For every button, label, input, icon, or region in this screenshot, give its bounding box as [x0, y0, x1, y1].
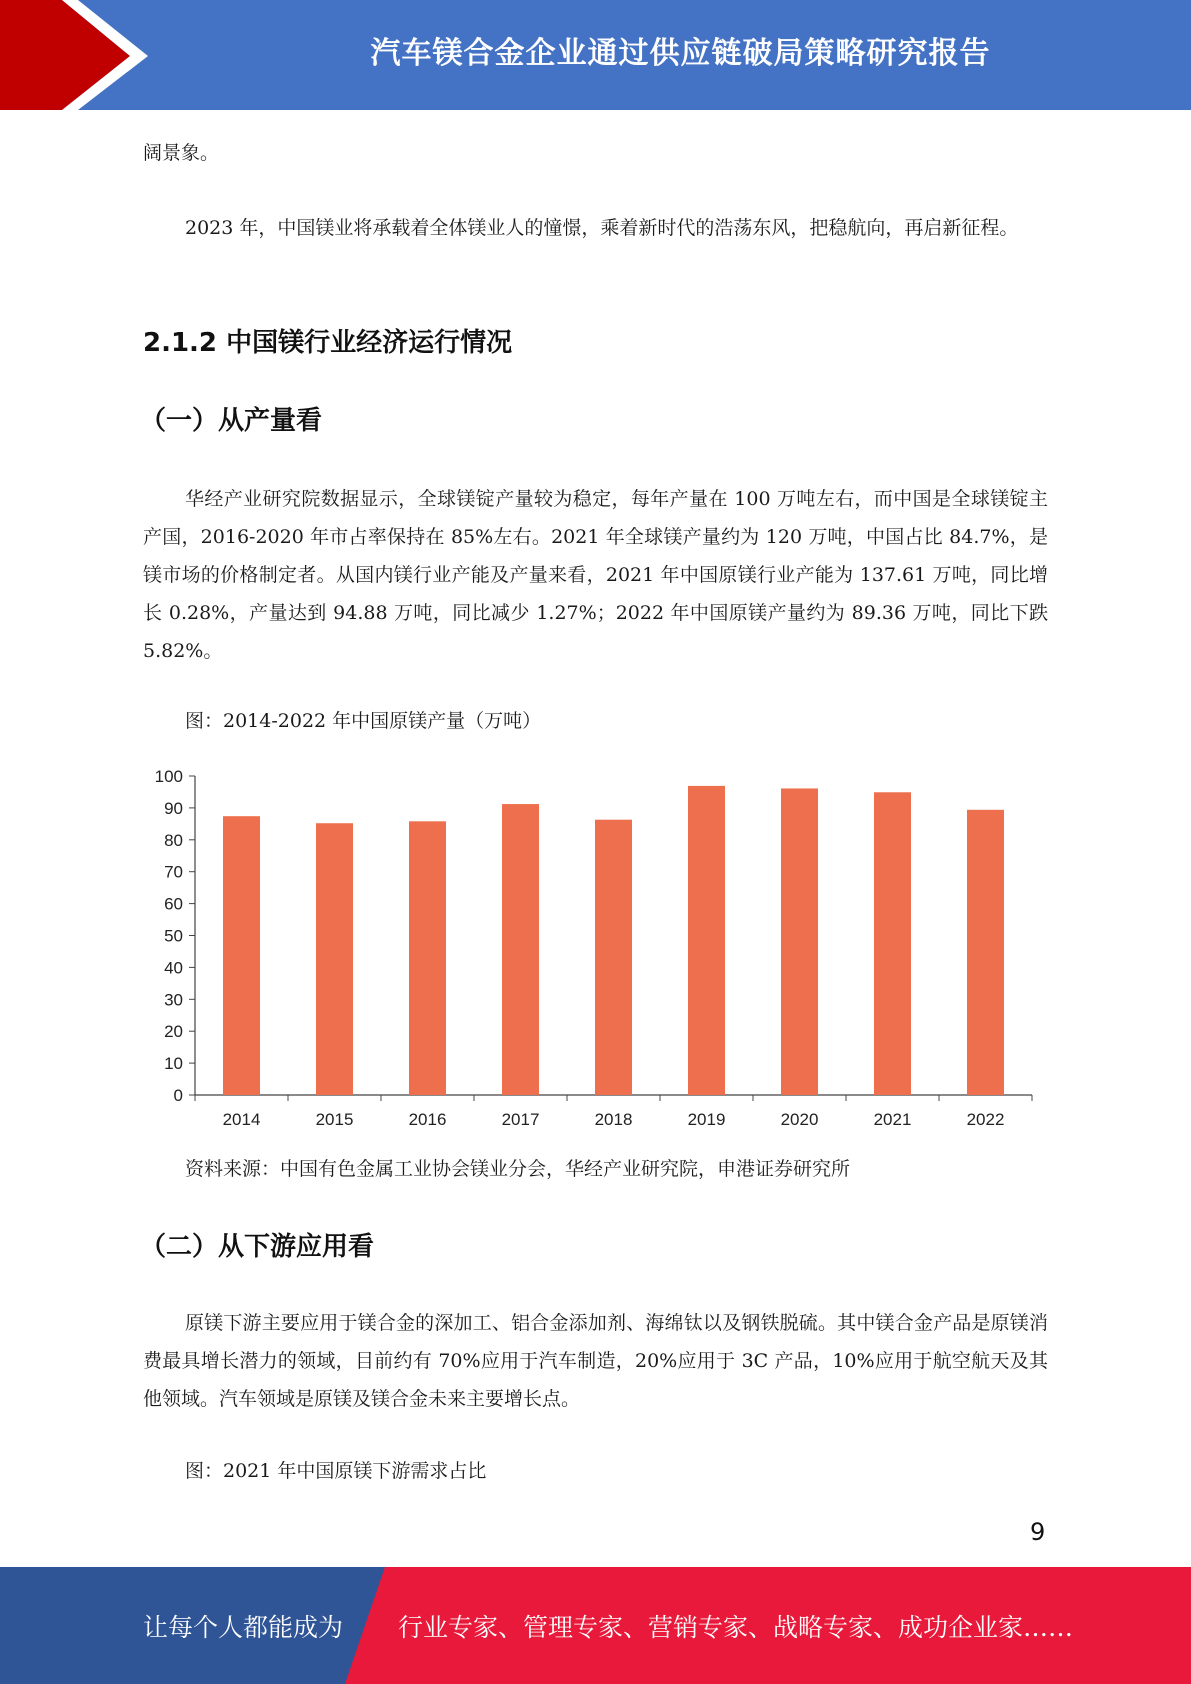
chart2-caption: 图：2021 年中国原镁下游需求占比 — [185, 1460, 487, 1482]
bar-2022 — [967, 810, 1004, 1095]
bar-2014 — [223, 816, 260, 1095]
bar-2015 — [316, 823, 353, 1095]
footer-slogan-right: 行业专家、管理专家、营销专家、战略专家、成功企业家…… — [398, 1612, 1074, 1642]
y-tick-label: 70 — [164, 862, 183, 882]
x-tick-label: 2018 — [594, 1110, 633, 1129]
x-tick-label: 2020 — [780, 1110, 819, 1129]
x-tick-label: 2015 — [315, 1110, 354, 1129]
y-tick-label: 50 — [164, 926, 183, 946]
bar-2016 — [409, 821, 446, 1095]
bar-2018 — [595, 820, 632, 1095]
bar-2019 — [688, 786, 725, 1095]
paragraph-production: 华经产业研究院数据显示，全球镁锭产量较为稳定，每年产量在 100 万吨左右，而中国是全球镁锭主产国，2016-2020 年市占率保持在 85%左右。2021 年全球镁产量约为 120 万吨，中国占比 84.7%，是镁市场的价格制定者。从国内镁行业产能及产量来看，2021 年中国原镁行业产能为 137.61 万吨，同比增长 0.28%，产量达到 94.88 万吨，同比减少 1.27%；2022 年中国原镁产量约为 89.36 万吨，同比下跌 5.82%。 — [143, 488, 1048, 662]
y-tick-label: 100 — [154, 767, 183, 786]
y-tick-label: 80 — [164, 830, 183, 850]
x-tick-label: 2019 — [687, 1110, 726, 1129]
y-tick-label: 40 — [164, 958, 183, 978]
y-tick-label: 30 — [164, 990, 183, 1010]
report-title: 汽车镁合金企业通过供应链破局策略研究报告 — [370, 36, 991, 71]
section-heading: 2.1.2 中国镁行业经济运行情况 — [143, 328, 513, 358]
header-arrow-decoration — [0, 0, 160, 110]
y-tick-label: 20 — [164, 1022, 183, 1042]
y-tick-label: 10 — [164, 1054, 183, 1074]
page-number: 9 — [1030, 1518, 1046, 1546]
sub-heading-production: （一）从产量看 — [140, 406, 323, 436]
y-tick-label: 90 — [164, 798, 183, 818]
page-header — [0, 0, 1191, 110]
x-tick-label: 2021 — [873, 1110, 912, 1129]
bar-2021 — [874, 792, 911, 1095]
x-tick-label: 2017 — [501, 1110, 540, 1129]
sub-heading-downstream: （二）从下游应用看 — [140, 1232, 375, 1262]
paragraph-downstream: 原镁下游主要应用于镁合金的深加工、铝合金添加剂、海绵钛以及钢铁脱硫。其中镁合金产品是原镁消费最具增长潜力的领域，目前约有 70%应用于汽车制造，20%应用于 3C 产品，10%应用于航空航天及其他领域。汽车领域是原镁及镁合金未来主要增长点。 — [143, 1312, 1048, 1410]
bar-2017 — [502, 804, 539, 1095]
y-tick-label: 60 — [164, 894, 183, 914]
paragraph-2023: 2023 年，中国镁业将承载着全体镁业人的憧憬，乘着新时代的浩荡东风，把稳航向，再启新征程。 — [185, 217, 1019, 239]
y-tick-label: 0 — [173, 1086, 183, 1105]
footer-slogan-left: 让每个人都能成为 — [143, 1612, 344, 1642]
chart-caption: 图：2014-2022 年中国原镁产量（万吨） — [185, 710, 542, 732]
x-tick-label: 2022 — [966, 1110, 1005, 1129]
x-tick-label: 2014 — [222, 1110, 261, 1129]
page-footer — [0, 1567, 1191, 1684]
paragraph-continuation: 阔景象。 — [143, 142, 220, 164]
source-note: 资料来源：中国有色金属工业协会镁业分会，华经产业研究院，申港证券研究所 — [185, 1158, 851, 1180]
x-tick-label: 2016 — [408, 1110, 447, 1129]
bar-2020 — [781, 788, 818, 1095]
production-bar-chart — [140, 740, 1060, 1140]
